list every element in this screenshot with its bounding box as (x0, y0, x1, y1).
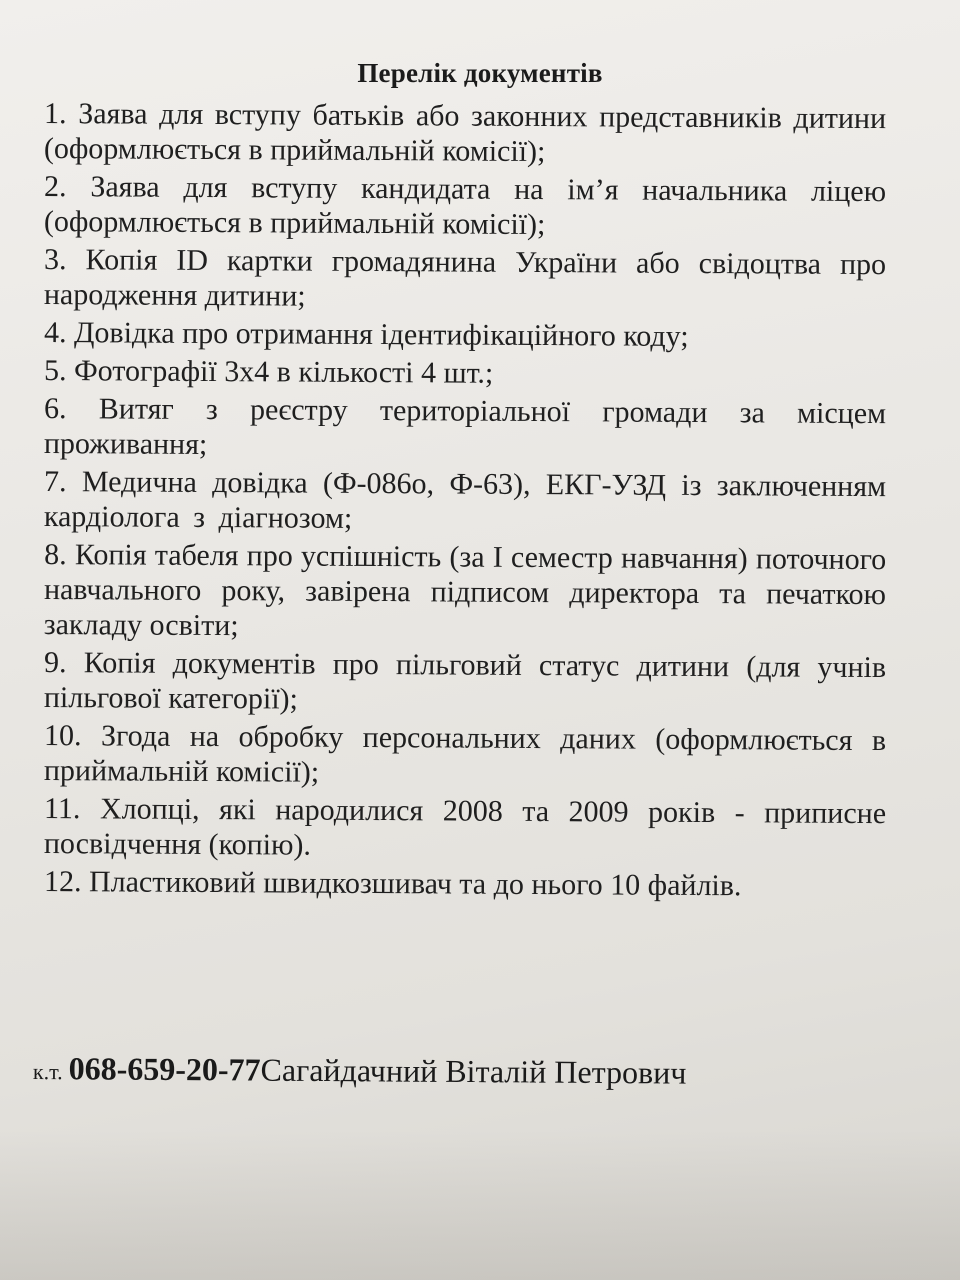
list-item-6: 6. Витяг з реєстру територіальної громади за місцем проживання; (43, 392, 887, 461)
contact-prefix: к.т. (32, 1059, 63, 1085)
contact-phone: 068-659-20-77 (68, 1050, 261, 1088)
list-item-1: 1. Заява для вступу батьків або законних представників дитини (оформлюється в приймальній комісії); (43, 97, 887, 169)
list-item-3: 3. Копія ID картки громадянина України або свідоцтва про народження дитини; (43, 243, 887, 313)
contact-name: Сагайдачний Віталій Петрович (260, 1051, 687, 1091)
list-item-4: 4. Довідка про отримання ідентифікаційного коду; (43, 316, 689, 353)
contact-line (33, 1050, 687, 1092)
list-item-12: 12. Пластиковий швидкозшивач та до нього 10 файлів. (43, 865, 742, 903)
list-item-7: 7. Медична довідка (Ф-086о, Ф-63), ЕКГ-УЗД із заключенням кардіолога з діагнозом; (43, 465, 887, 535)
list-item-2: 2. Заява для вступу кандидата на ім’я начальника ліцею (оформлюється в приймальній комісії); (43, 170, 887, 242)
documents-list (44, 96, 886, 902)
document-title: Перелік документів (357, 58, 603, 88)
list-item-5: 5. Фотографії 3х4 в кількості 4 шт.; (43, 354, 494, 390)
list-item-10: 10. Згода на обробку персональних даних (оформлюється в приймальній комісії); (43, 719, 887, 789)
list-item-9: 9. Копія документів про пільговий статус дитини (для учнів пільгової категорії); (43, 646, 887, 716)
list-item-11: 11. Хлопці, які народилися 2008 та 2009 років - приписне посвідчення (копію). (43, 792, 887, 862)
paper-shadow (0, 1130, 960, 1280)
list-item-8: 8. Копія табеля про успішність (за І семестр навчання) поточного навчального року, завірена підписом директора та печаткою закладу освіти; (43, 538, 887, 643)
